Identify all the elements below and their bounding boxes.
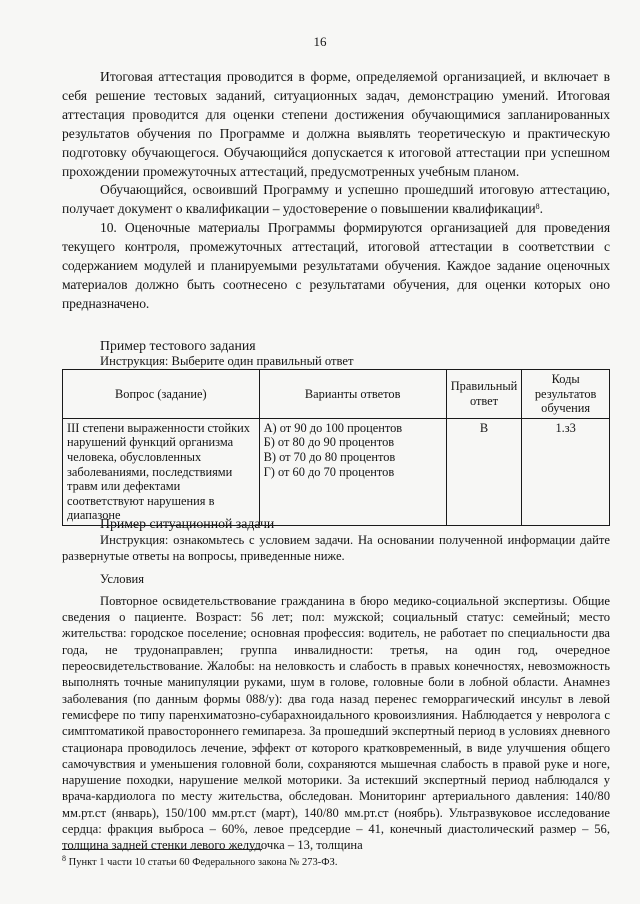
page-number: 16 (313, 34, 327, 49)
result-code-cell: 1.з3 (522, 418, 610, 525)
test-instruction: Инструкция: Выберите один правильный ответ (100, 354, 354, 368)
situational-task-heading: Пример ситуационной задачи (100, 516, 275, 531)
conditions-label: Условия (100, 571, 145, 586)
options-cell (259, 418, 446, 525)
header-result-codes: Коды результатов обучения (522, 370, 610, 419)
situational-task-section (62, 532, 610, 854)
assessment-materials-paragraph: 10. Оценочные материалы Программы формируются организацией для проведения текущего контроля, промежуточных аттестаций, итоговой аттестации в соответствии с содержанием модулей и планируемыми результатами обучения. Каждое задание оценочных материалов должно быть соотнесено с результатами обучения, для оценки которых оно предназначено. (62, 220, 610, 311)
answer-option: А) от 90 до 100 процентов (263, 420, 403, 435)
table-header-row (63, 370, 610, 419)
test-example-heading: Пример тестового задания (100, 338, 256, 353)
header-correct-answer: Правильный ответ (446, 370, 522, 419)
test-task-table (62, 369, 610, 526)
qualification-period: . (539, 201, 544, 217)
attestation-section (62, 68, 610, 314)
qualification-paragraph (62, 181, 610, 219)
footnote-marker: 8 (62, 854, 66, 863)
answer-option: Г) от 60 до 70 процентов (263, 464, 395, 479)
answer-option: В) от 70 до 80 процентов (263, 449, 396, 464)
situational-instruction: Инструкция: ознакомьтесь с условием задачи. На основании полученной информации дайте развернутые ответы на вопросы, приведенные ниже. (62, 533, 610, 564)
correct-answer-cell: В (446, 418, 522, 525)
header-question: Вопрос (задание) (63, 370, 260, 419)
attestation-paragraph: Итоговая аттестация проводится в форме, определяемой организацией, и включает в себя решение тестовых заданий, ситуационных задач, демонстрацию умений. Итоговая аттестация проводится для оценки степени достижения обучающимися запланированных результатов обучения по Программе и должна выявлять теоретическую и практическую подготовку обучающегося. Обучающийся допускается к итоговой аттестации при успешном прохождении промежуточных аттестаций, предусмотренных учебным планом. (62, 69, 610, 179)
footnote-divider (62, 849, 262, 850)
answer-option: Б) от 80 до 90 процентов (263, 435, 395, 450)
table-row (63, 418, 610, 525)
footnote (62, 856, 337, 869)
footnote-reference: 8 (535, 202, 540, 212)
qualification-text: Обучающийся, освоивший Программу и успешно прошедший итоговую аттестацию, получает документ о квалификации – удостоверение о повышении квалификации (62, 182, 610, 217)
question-cell: III степени выраженности стойких нарушений функций организма человека, обусловленных заболеваниями, последствиями травм или дефектами соответствуют нарушения в диапазоне (63, 418, 260, 525)
footnote-text: Пункт 1 части 10 статьи 60 Федерального закона № 273-ФЗ. (66, 857, 338, 868)
conditions-text: Повторное освидетельствование гражданина в бюро медико-социальной экспертизы. Общие сведения о пациенте. Возраст: 56 лет; пол: мужской; социальный статус: семейный; место жительства: городское поселение; основная профессия: водитель, не работает по специальности два года, не трудонаправлен; группа инвалидности: третья, на один год, очередное переосвидетельствование. Жалобы: на неловкость и слабость в правых конечностях, невозможность выполнять точные манипуляции руками, шум в голове, головные боли в лобной области. Анамнез заболевания (по данным формы 088/у): два года назад перенес геморрагический инсульт в левой гемисфере по типу паренхиматозно-субарахноидального кровоизлияния. Наблюдается у невролога с симптоматикой правостороннего гемипареза. За прошедший экспертный период в условиях дневного стационара проводилось лечение, эффект от которого кратковременный, в виде улучшения общего самочувствия и уменьшения головной боли, сохраняются мышечная слабость в правой руке и ноге, нарушение походки, нарушение мелкой моторики. За истекший экспертный период наблюдался у врача-кардиолога по месту жительства, обследован. Мониторинг артериального давления: 140/80 мм.рт.ст (январь), 150/100 мм.рт.ст (март), 140/80 мм.рт.ст (ноябрь). Ультразвуковое исследование сердца: фракция выброса – 60%, левое предсердие – 41, конечный диастолический размер – 56, толщина задней стенки левого желудочка – 13, толщина (62, 593, 610, 853)
header-options: Варианты ответов (259, 370, 446, 419)
